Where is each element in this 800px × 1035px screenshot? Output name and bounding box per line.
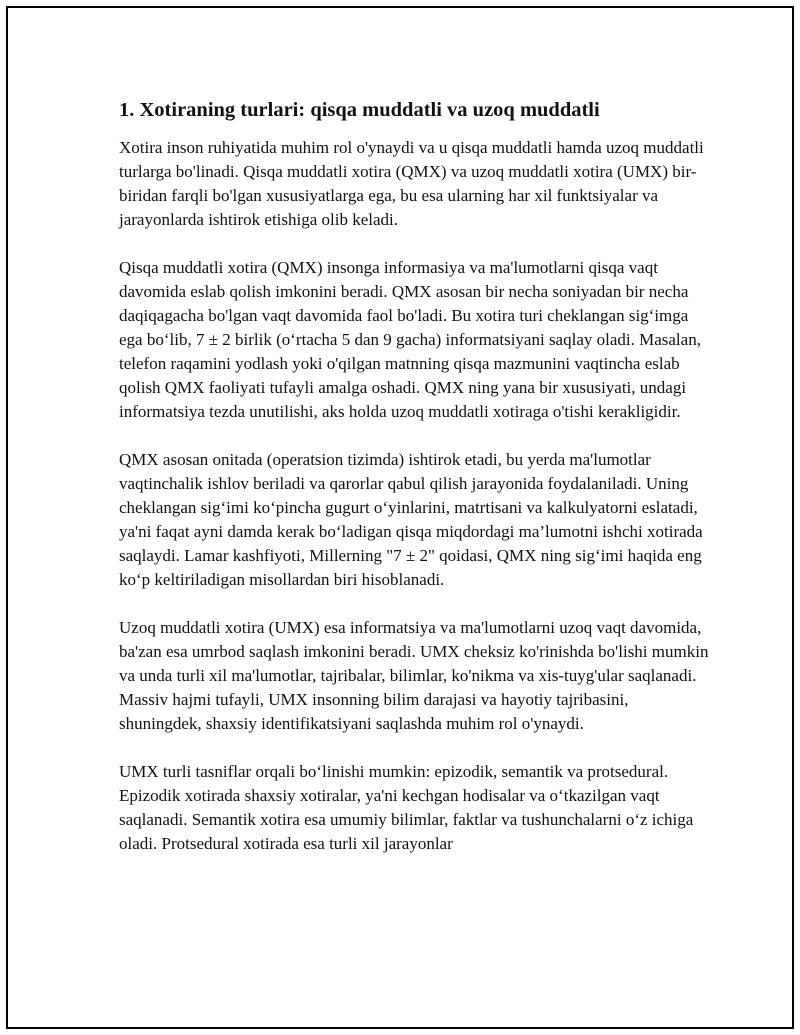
paragraph-intro: Xotira inson ruhiyatida muhim rol o'ynaydi va u qisqa muddatli hamda uzoq muddatli turlarga bo'linadi. Qisqa muddatli xotira (QMX) va uzoq muddatli xotira (UMX) bir-biridan farqli bo'lgan xususiyatlarga ega, bu esa ularning har xil funktsiyalar va jarayonlarda ishtirok etishiga olib keladi. — [119, 138, 704, 229]
section-heading: 1. Xotiraning turlari: qisqa muddatli va uzoq muddatli — [119, 99, 600, 121]
paragraph-umx-types: UMX turli tasniflar orqali bo‘linishi mumkin: epizodik, semantik va protsedural. Epizodik xotirada shaxsiy xotiralar, ya'ni kechgan hodisalar va o‘tkazilgan vaqt saqlanadi. Semantik xotira esa umumiy bilimlar, faktlar va tushunchalarni o‘z ichiga oladi. Protsedural xotirada esa turli xil jarayonlar — [119, 762, 694, 853]
paragraph-qmx-function: QMX asosan onitada (operatsion tizimda) ishtirok etadi, bu yerda ma'lumotlar vaqtinchalik ishlov beriladi va qarorlar qabul qilish jarayonida foydalaniladi. Uning cheklangan sig‘imi ko‘pincha gugurt o‘yinlarini, matrtisani va kalkulyatorni eslatadi, ya'ni faqat ayni damda kerak bo‘ladigan qisqa miqdordagi ma’lumotni ishchi xotirada saqlaydi. Lamar kashfiyoti, Millerning "7 ± 2" qoidasi, QMX ning sig‘imi haqida eng ko‘p keltiriladigan misollardan biri hisoblanadi. — [119, 450, 703, 589]
paragraph-qmx-definition: Qisqa muddatli xotira (QMX) insonga informasiya va ma'lumotlarni qisqa vaqt davomida eslab qolish imkonini beradi. QMX asosan bir necha soniyadan bir necha daqiqagacha bo'lgan vaqt davomida faol bo'ladi. Bu xotira turi cheklangan sig‘imga ega bo‘lib, 7 ± 2 birlik (o‘rtacha 5 dan 9 gacha) informatsiyani saqlay oladi. Masalan, telefon raqamini yodlash yoki o'qilgan matnning qisqa mazmunini vaqtincha eslab qolish QMX faoliyati tufayli amalga oshadi. QMX ning yana bir xususiyati, undagi informatsiya tezda unutilishi, aks holda uzoq muddatli xotiraga o'tishi kerakligidir. — [119, 258, 701, 421]
document-page — [6, 6, 794, 1029]
paragraph-umx-definition: Uzoq muddatli xotira (UMX) esa informatsiya va ma'lumotlarni uzoq vaqt davomida, ba'zan esa umrbod saqlash imkonini beradi. UMX cheksiz ko'rinishda bo'lishi mumkin va unda turli xil ma'lumotlar, tajribalar, bilimlar, ko'nikma va xis-tuyg'ular saqlanadi. Massiv hajmi tufayli, UMX insonning bilim darajasi va hayotiy tajribasini, shuningdek, shaxsiy identifikatsiyani saqlashda muhim rol o'ynaydi. — [119, 618, 709, 733]
document-body — [119, 96, 709, 880]
